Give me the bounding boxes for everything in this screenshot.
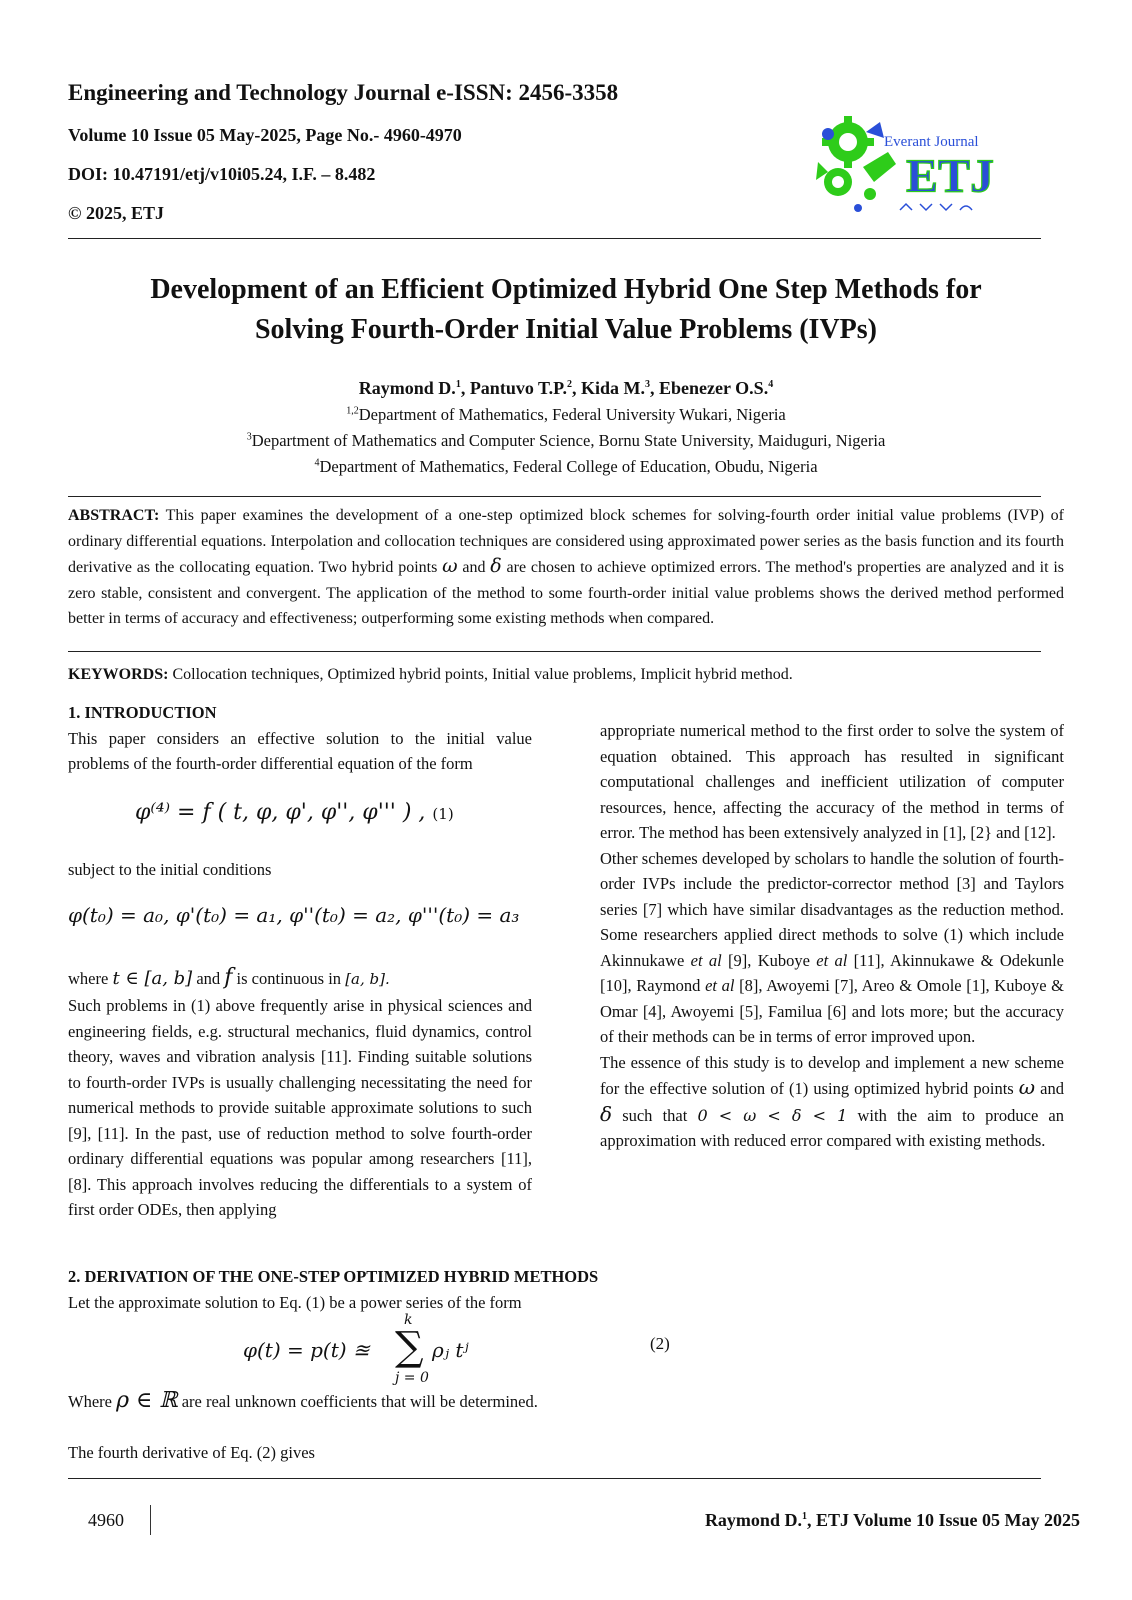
affiliation-text: Department of Mathematics, Federal College of Education, Obudu, Nigeria bbox=[319, 457, 818, 476]
r2-text-a: Other schemes developed by scholars to handle the solution of fourth-order IVPs include the predictor-corrector method [3] and Taylors series [7] which have similar disadvantages as the reduction method. Some researchers applied direct methods to solve (1) which include Akinnukawe bbox=[600, 848, 1064, 970]
intro-paragraph-1: This paper considers an effective solution to the initial value problems of the fourth-order differential equation of the form bbox=[68, 728, 532, 773]
keywords-text: Collocation techniques, Optimized hybrid points, Initial value problems, Implicit hybrid method. bbox=[172, 666, 793, 683]
r2-text-e: [11], Akinnukawe & Odekunle [10], Raymond bbox=[600, 950, 1064, 995]
section-2-paragraph-1: Let the approximate solution to Eq. (1) be a power series of the form bbox=[68, 1292, 522, 1312]
footer-journal: , ETJ Volume 10 Issue 05 May 2025 bbox=[806, 1510, 1080, 1530]
author-4-sup: 4 bbox=[768, 379, 774, 390]
equation-2-lower-limit: j = 0 bbox=[395, 1370, 429, 1386]
author-2-sup: 2 bbox=[567, 379, 573, 390]
equation-2-number: (2) bbox=[650, 1334, 670, 1353]
r2-text-c: [9], Kuboye bbox=[721, 950, 817, 970]
affiliation-sup: 3 bbox=[246, 431, 252, 443]
equation-2-lhs: φ(t) = p(t) ≊ bbox=[243, 1338, 370, 1362]
footer-author: Raymond D. bbox=[704, 1510, 802, 1530]
etj-logo bbox=[808, 112, 1014, 224]
initial-conditions-equation: φ(t₀) = a₀, φ'(t₀) = a₁, φ''(t₀) = a₂, φ'''(t₀) = a₃ bbox=[68, 903, 520, 927]
doi-info: DOI: 10.47191/etj/v10i05.24, I.F. – 8.482 bbox=[68, 164, 376, 184]
r2-etal-3: et al bbox=[705, 976, 735, 995]
intro-column-right bbox=[600, 718, 1064, 1154]
copyright: © 2025, ETJ bbox=[68, 203, 164, 223]
omega-symbol: ω bbox=[442, 555, 458, 577]
where-e: is continuous in bbox=[232, 969, 346, 988]
hybrid-inequality: 0 < ω < δ < 1 bbox=[697, 1105, 848, 1125]
r2-etal-2: et al bbox=[816, 950, 848, 970]
intro-right-paragraph-1: appropriate numerical method to the first order to solve the system of equation obtained. This approach has resulted in significant computational challenges and inefficient utilization of computer resources, hence, affecting the accuracy of the method in terms of error. The method has been extensively analyzed in [1], [2} and [12]. bbox=[600, 721, 1064, 842]
author-list bbox=[60, 378, 1072, 399]
abstract-top-rule bbox=[68, 496, 1041, 497]
omega-symbol: ω bbox=[1018, 1075, 1036, 1099]
equation-2-rhs: ρⱼ tʲ bbox=[432, 1338, 469, 1362]
abstract-text-a: This paper examines the development of a one-step optimized block schemes for solving-fourth order initial value problems (IVP) of ordinary differential equations. Interpolation and collocation techniques are considered using approximated power series as the basis function and its fourth derivative as the collocating equation. Two hybrid points bbox=[68, 507, 1064, 576]
abstract bbox=[68, 503, 1064, 632]
s2-where-c: are real unknown coefficients that will be determined. bbox=[177, 1392, 538, 1411]
logo-top-text: Everant Journal bbox=[884, 134, 979, 150]
rho-in-reals: ρ ∈ ℝ bbox=[116, 1388, 178, 1413]
r2-etal-1: et al bbox=[690, 950, 722, 970]
delta-symbol: δ bbox=[600, 1101, 613, 1126]
intro-paragraph-3: Such problems in (1) above frequently arise in physical sciences and engineering fields, e.g. structural mechanics, fluid dynamics, control theory, waves and vibration analysis [11]. Finding suitable solutions to fourth-order IVPs is usually challenging necessitating the need for numerical methods to provide suitable approximate solutions to such [9], [11]. In the past, use of reduction method to solve fourth-order ordinary differential equations was popular among researchers [11], [8]. This approach involves reducing the differentials to a system of first order ODEs, then applying bbox=[68, 996, 532, 1219]
equation-1-body: φ⁽⁴⁾ = f ( t, φ, φ', φ'', φ''' ) , bbox=[135, 800, 426, 825]
volume-info: Volume 10 Issue 05 May-2025, Page No.- 4960-4970 bbox=[68, 125, 462, 145]
where-line bbox=[68, 965, 532, 993]
header-rule bbox=[68, 238, 1041, 239]
journal-name: Engineering and Technology Journal e-ISSN: 2456-3358 bbox=[68, 80, 619, 105]
r3-such-that: such that bbox=[612, 1105, 698, 1125]
affiliation-sup: 1,2 bbox=[346, 405, 359, 417]
author-4: , Ebenezer O.S. bbox=[650, 378, 769, 398]
where-a: where bbox=[68, 969, 113, 988]
author-1-sup: 1 bbox=[455, 379, 461, 390]
author-3: , Kida M. bbox=[572, 378, 646, 398]
title-line-1: Development of an Efficient Optimized Hybrid One Step Methods for bbox=[150, 274, 982, 305]
author-1: Raymond D. bbox=[358, 378, 456, 398]
section-2-paragraph-2: The fourth derivative of Eq. (2) gives bbox=[68, 1443, 315, 1462]
delta-symbol: δ bbox=[490, 555, 502, 577]
abstract-text-b: are chosen to achieve optimized errors. The method's properties are analyzed and it is zero stable, consistent and convergent. The application of the method to some fourth-order initial value problems shows the derived method performed better in terms of accuracy and effectiveness; outperforming some existing methods when compared. bbox=[68, 559, 1064, 627]
s2-where-a: Where bbox=[68, 1392, 117, 1411]
paper-title bbox=[60, 270, 1072, 350]
affiliation-text: Department of Mathematics, Federal University Wukari, Nigeria bbox=[358, 405, 786, 424]
where-interval-2: [a, b]. bbox=[345, 970, 390, 988]
affiliation-3 bbox=[60, 457, 1072, 477]
abstract-and: and bbox=[457, 559, 491, 576]
keywords bbox=[68, 666, 1064, 684]
page-number: 4960 bbox=[88, 1510, 124, 1530]
footer-rule bbox=[68, 1478, 1041, 1479]
affiliation-sup: 4 bbox=[314, 457, 320, 469]
where-c: and bbox=[192, 969, 225, 988]
author-2: , Pantuvo T.P. bbox=[460, 378, 568, 398]
author-3-sup: 3 bbox=[645, 379, 651, 390]
abstract-label: ABSTRACT: bbox=[68, 507, 160, 524]
where-f: f bbox=[224, 965, 233, 990]
section-2 bbox=[68, 1264, 1064, 1315]
section-2-heading: 2. DERIVATION OF THE ONE-STEP OPTIMIZED HYBRID METHODS bbox=[68, 1267, 599, 1286]
affiliation-1 bbox=[60, 405, 1072, 425]
r3-text-a: The essence of this study is to develop and implement a new scheme for the effective solution of (1) using optimized hybrid points bbox=[600, 1052, 1064, 1098]
footer-author-sup: 1 bbox=[801, 1511, 807, 1522]
intro-paragraph-2: subject to the initial conditions bbox=[68, 860, 272, 879]
r3-text-g: with the aim to produce an approximation with reduced error compared with existing methods. bbox=[600, 1105, 1064, 1150]
abstract-bottom-rule bbox=[68, 651, 1041, 652]
footer-divider bbox=[150, 1505, 151, 1535]
where-interval: t ∈ [a, b] bbox=[112, 968, 193, 989]
intro-column-left bbox=[68, 700, 532, 777]
section-1-heading: 1. INTRODUCTION bbox=[68, 703, 217, 722]
r3-and: and bbox=[1035, 1079, 1064, 1098]
equation-2-upper-limit: k bbox=[404, 1312, 413, 1328]
r2-text-g: [8], Awoyemi [7], Areo & Omole [1], Kuboye & Omar [4], Awoyemi [5], Familua [6] and lots more; but the accuracy of their methods can be in terms of error improved upon. bbox=[600, 976, 1065, 1046]
section-2-where bbox=[68, 1388, 1064, 1415]
intro-right-paragraph-2 bbox=[600, 846, 1064, 1050]
logo-main-text: ETJ bbox=[906, 150, 995, 203]
equation-2-sigma: ∑ bbox=[395, 1324, 424, 1370]
title-line-2: Solving Fourth-Order Initial Value Problems (IVPs) bbox=[254, 314, 877, 345]
equation-1 bbox=[135, 800, 454, 825]
intro-right-paragraph-3 bbox=[600, 1050, 1064, 1154]
keywords-label: KEYWORDS: bbox=[68, 666, 169, 683]
running-footer bbox=[705, 1510, 1080, 1531]
equation-1-number: (1) bbox=[432, 805, 454, 823]
affiliation-2 bbox=[60, 431, 1072, 451]
affiliation-text: Department of Mathematics and Computer Science, Bornu State University, Maiduguri, Nigeria bbox=[251, 431, 886, 450]
